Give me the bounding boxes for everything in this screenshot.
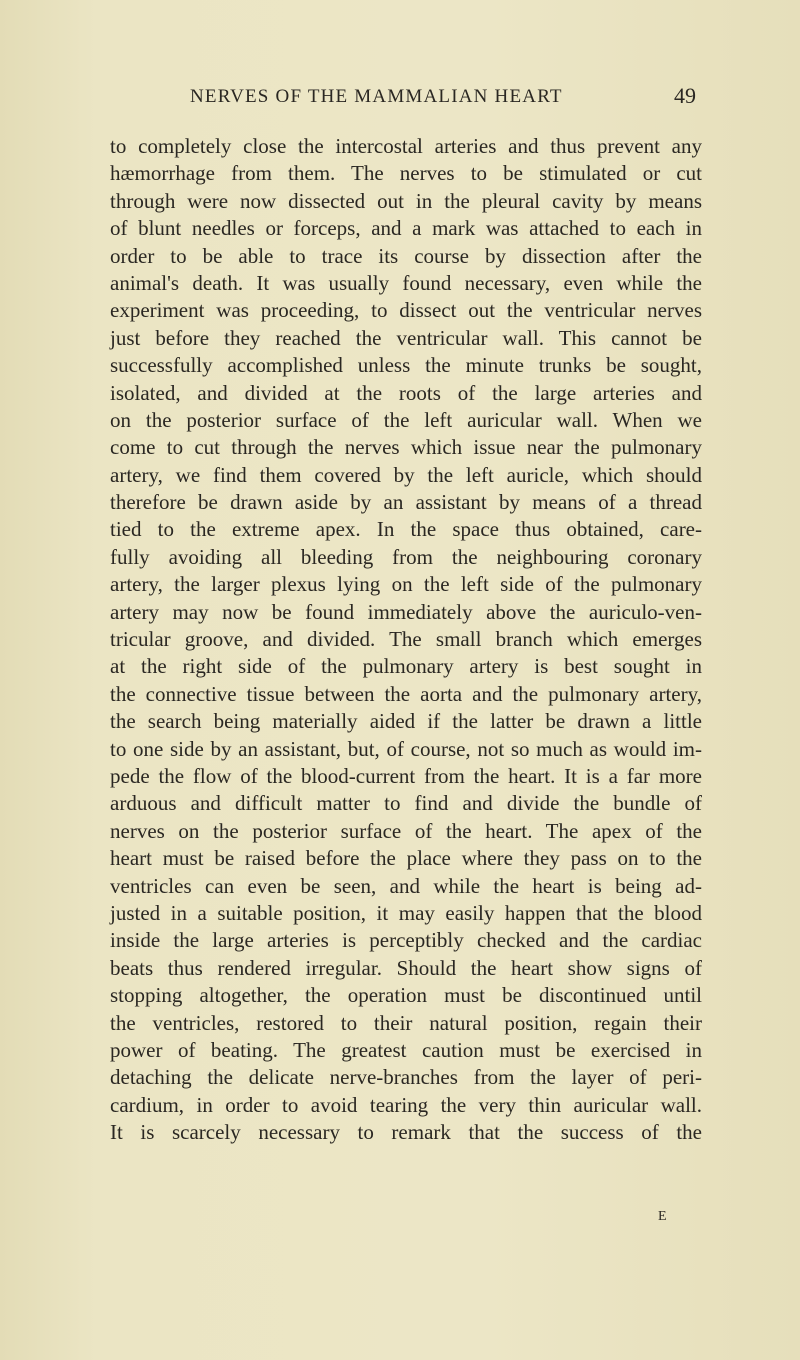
text-line: tied to the extreme apex. In the space thus obtained, care- — [110, 517, 702, 542]
text-line: therefore be drawn aside by an assistant by means of a thread — [110, 490, 702, 515]
text-line: detaching the delicate nerve-branches from the layer of peri- — [110, 1065, 702, 1090]
text-line: beats thus rendered irregular. Should the heart show signs of — [110, 955, 702, 980]
text-line: isolated, and divided at the roots of the large arteries and — [110, 380, 702, 405]
text-line: hæmorrhage from them. The nerves to be stimulated or cut — [110, 161, 702, 186]
text-line: the connective tissue between the aorta and the pulmonary artery, — [110, 681, 702, 706]
text-line: come to cut through the nerves which issue near the pulmonary — [110, 435, 702, 460]
text-line: arduous and difficult matter to find and divide the bundle of — [110, 791, 702, 816]
signature-mark: E — [658, 1209, 668, 1224]
page-number: 49 — [674, 83, 696, 108]
text-line: to completely close the intercostal arteries and thus prevent any — [110, 134, 702, 158]
text-line: experiment was proceeding, to dissect out the ventricular nerves — [110, 298, 702, 323]
text-line: tricular groove, and divided. The small branch which emerges — [110, 627, 702, 652]
text-line: heart must be raised before the place where they pass on to the — [110, 846, 702, 871]
text-line: at the right side of the pulmonary artery is best sought in — [110, 654, 702, 679]
text-line: the ventricles, restored to their natural position, regain their — [110, 1010, 702, 1035]
text-line: order to be able to trace its course by dissection after the — [110, 243, 702, 268]
text-line: artery may now be found immediately above the auriculo-ven- — [110, 599, 702, 624]
text-line: pede the flow of the blood-current from the heart. It is a far more — [110, 763, 702, 788]
text-line: to one side by an assistant, but, of course, not so much as would im- — [110, 736, 702, 761]
running-title: NERVES OF THE MAMMALIAN HEART — [190, 86, 563, 107]
text-line: just before they reached the ventricular wall. This cannot be — [110, 325, 702, 350]
text-line: on the posterior surface of the left auricular wall. When we — [110, 407, 702, 432]
text-line: fully avoiding all bleeding from the neighbouring coronary — [110, 544, 702, 569]
text-line: artery, we find them covered by the left auricle, which should — [110, 462, 702, 487]
text-line: of blunt needles or forceps, and a mark was attached to each in — [110, 216, 702, 241]
text-line: ventricles can even be seen, and while the heart is being ad- — [110, 873, 702, 898]
text-line: the search being materially aided if the latter be drawn a little — [110, 709, 702, 734]
text-line: successfully accomplished unless the minute trunks be sought, — [110, 353, 702, 378]
text-line: power of beating. The greatest caution must be exercised in — [110, 1037, 702, 1062]
text-line: artery, the larger plexus lying on the left side of the pulmonary — [110, 572, 702, 597]
text-line: justed in a suitable position, it may easily happen that the blood — [110, 900, 702, 925]
text-line: cardium, in order to avoid tearing the very thin auricular wall. — [110, 1092, 702, 1117]
text-line: animal's death. It was usually found necessary, even while the — [110, 270, 702, 295]
text-line: stopping altogether, the operation must be discontinued until — [110, 983, 702, 1008]
text-line: through were now dissected out in the pleural cavity by means — [110, 188, 702, 213]
body-text — [110, 133, 702, 1146]
text-line: nerves on the posterior surface of the heart. The apex of the — [110, 818, 702, 843]
text-line: It is scarcely necessary to remark that the success of the — [110, 1120, 702, 1145]
text-line: inside the large arteries is perceptibly checked and the cardiac — [110, 928, 702, 953]
page-header — [190, 83, 696, 116]
